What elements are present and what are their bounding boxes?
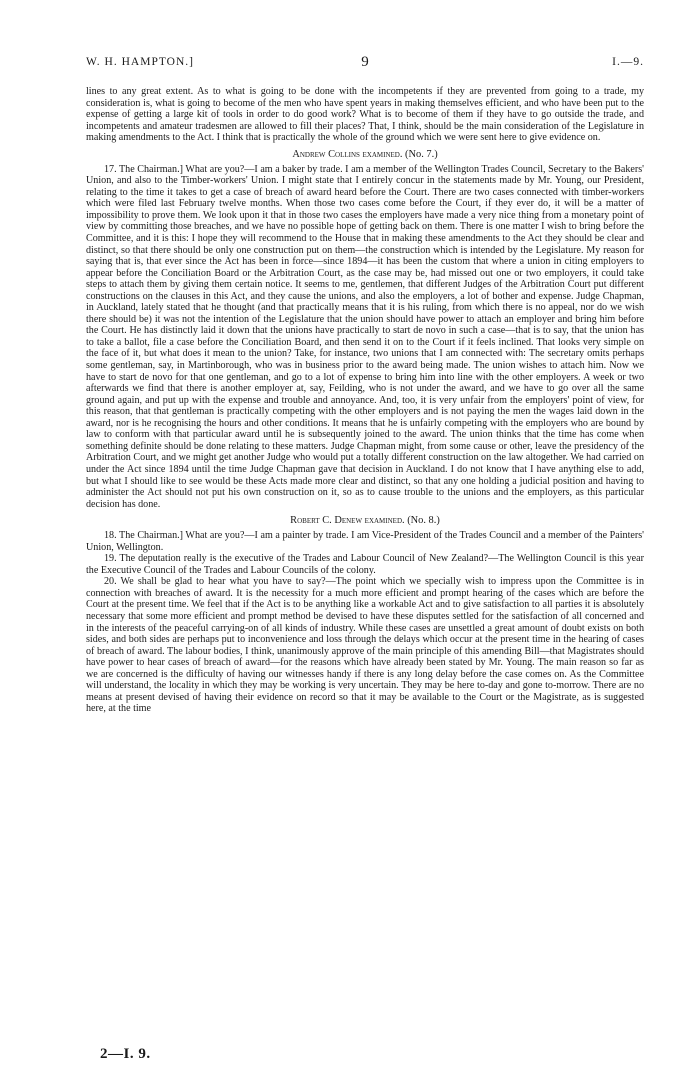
paragraph-20: 20. We shall be glad to hear what you have to say?—The point which we specially wish to impress upon the Committee is in connection with breaches of award. It is the necessity for a much more efficient and prompt hearing of the cases which are before the Court at the present time. We feel that if the Act is to be anything like a workable Act and to give satisfaction to all parties it is absolutely necessary that some more efficient and prompt method be devised to have these disputes settled for the satisfaction of all concerned and in the interests of the peaceful carrying-on of all kinds of industry. While these cases are unsettled a great amount of doubt exists on both sides, and both sides are perhaps put to inconvenience and loss through the delays which occur at the present time in the hearing of cases of breach of award. The labour bodies, I think, unanimously approve of the main principle of this amending Bill—that Magistrates should have power to hear cases of breach of award—for the reasons which have already been stated by Mr. Young. The main reason so far as we are concerned is the difficulty of having our witnesses handy if there is any long delay before the case comes on. As the Committee will understand, the locality in which they may be working is very uncertain. They may be here to-day and gone to-morrow. There are no means at present devised of having their evidence on record so that it may be available to the Court or the Magistrate, as is suggested here, at the time — [86, 576, 644, 715]
paper-reference: I.—9. — [612, 56, 644, 68]
signature-mark: 2—I. 9. — [100, 1046, 151, 1062]
witness-heading-collins — [86, 149, 644, 161]
page-body — [86, 86, 644, 715]
page-number: 9 — [361, 54, 369, 70]
paragraph-continuation: lines to any great extent. As to what is going to be done with the incompetents if they are prevented from going to a trade, my consideration is, what is going to become of the men who have spent years in making themselves efficient, and who have been put to the expense of getting a large kit of tools in order to do good work? What is to become of them if they have to go outside the trade, and incompetents and amateur tradesmen are allowed to fill their places? That, I think, should be the main consideration of the Legislature in making amendments to the Act. I think that is practically the whole of the ground which we were sent here to give evidence on. — [86, 86, 644, 144]
witness-heading-denew — [86, 515, 644, 527]
paragraph-19: 19. The deputation really is the executive of the Trades and Labour Council of New Zealand?—The Wellington Council is this year the Executive Council of the Trades and Labour Councils of the colony. — [86, 553, 644, 576]
paragraph-18: 18. The Chairman.] What are you?—I am a painter by trade. I am Vice-President of the Trades Council and a member of the Painters' Union, Wellington. — [86, 530, 644, 553]
header-witness-name: W. H. HAMPTON.] — [86, 56, 194, 68]
witness-heading-text: Robert C. Denew examined. — [290, 515, 405, 527]
witness-number: (No. 8.) — [407, 515, 440, 527]
witness-heading-text: Andrew Collins examined. — [292, 148, 403, 160]
witness-number: (No. 7.) — [405, 148, 438, 160]
page-header — [86, 56, 644, 72]
paragraph-17: 17. The Chairman.] What are you?—I am a baker by trade. I am a member of the Wellington Trades Council, Secretary to the Bakers' Union, and also to the Timber-workers' Union. I might state that I entirely concur in the statements made by Mr. Young, our President, relating to the time it takes to get a case of breach of award heard before the Court. There are two cases connected with timber-workers which were filed last February twelve months. When those two cases come before the Court, if they ever do, it will be a matter of impossibility to prove them. We look upon it that in those two cases the employers have made a very nice thing from a monetary point of view by committing those breaches, and we have no possible hope of getting back on them. There is one matter I wish to bring before the Committee, and it is this: I hope they will recommend to the House that in making these amendments to the Act they should be clear and distinct, so that there should be only one construction put on them—the construction which is intended by the Legislature. My reason for saying that is, that ever since the Act has been in force—since 1894—it has been the custom that where a union in citing employers to appear before the Conciliation Board or the Arbitration Court, as the case may be, had missed out one or two employers, it could take steps to attach them by giving them certain notice. It seems to me, gentlemen, that different Judges of the Arbitration Court put different constructions on the clauses in this Act, and they cause the unions, and also the employers, a lot of bother and expense. Judge Chapman, in Auckland, lately stated that he thought (and that practically means that it is his ruling, from which there is no appeal, nor do we wish there should be) it was not the intention of the Legislature that the union should have power to attach an employer and bring him before the Court. He has distinctly laid it down that the unions have practically to start de novo in such a case—that is to say, that the union has to take a ballot, file a case before the Conciliation Board, and then send it on to the Court if it feels inclined. That looks very simple on the face of it, but what does it mean to the union? Take, for instance, two unions that I am connected with: The secretary omits perhaps some gentleman, say, in Martinborough, who was in business prior to the award being made. The union wishes to attach him. Now we have to start de novo for that one gentleman, and go to a lot of expense to bring him into line with the other employers. A week or two afterwards we find that there is another employer at, say, Feilding, who is not under the award, and we have to go over all the same ground again, and put up with the expense and trouble and annoyance. And, too, it is very unfair from the employers' point of view, for this reason, that that gentleman is practically competing with the other employers and is not paying the men the wages laid down in the award, nor is he recognising the hours and other conditions. It means that he is unfairly competing with the employers who are bound by law to conform with that particular award until he is subsequently joined to the award. The union thinks that the time has come when something definite should be done relating to these matters. Judge Chapman might, from some cause or other, leave the presidency of the Arbitration Court, and we might get another Judge who would put a totally different construction on the law altogether. We had carried on under the Act since 1894 until the time Judge Chapman gave that decision in Auckland. I do not know that I have anything else to add, but what I should like to see would be these Acts made more clear and distinct, so that any one holding a judicial position and having to administer the Act should not put his own construction on it, so as to cause trouble to the unions and the employers, as this particular decision has done. — [86, 163, 644, 510]
